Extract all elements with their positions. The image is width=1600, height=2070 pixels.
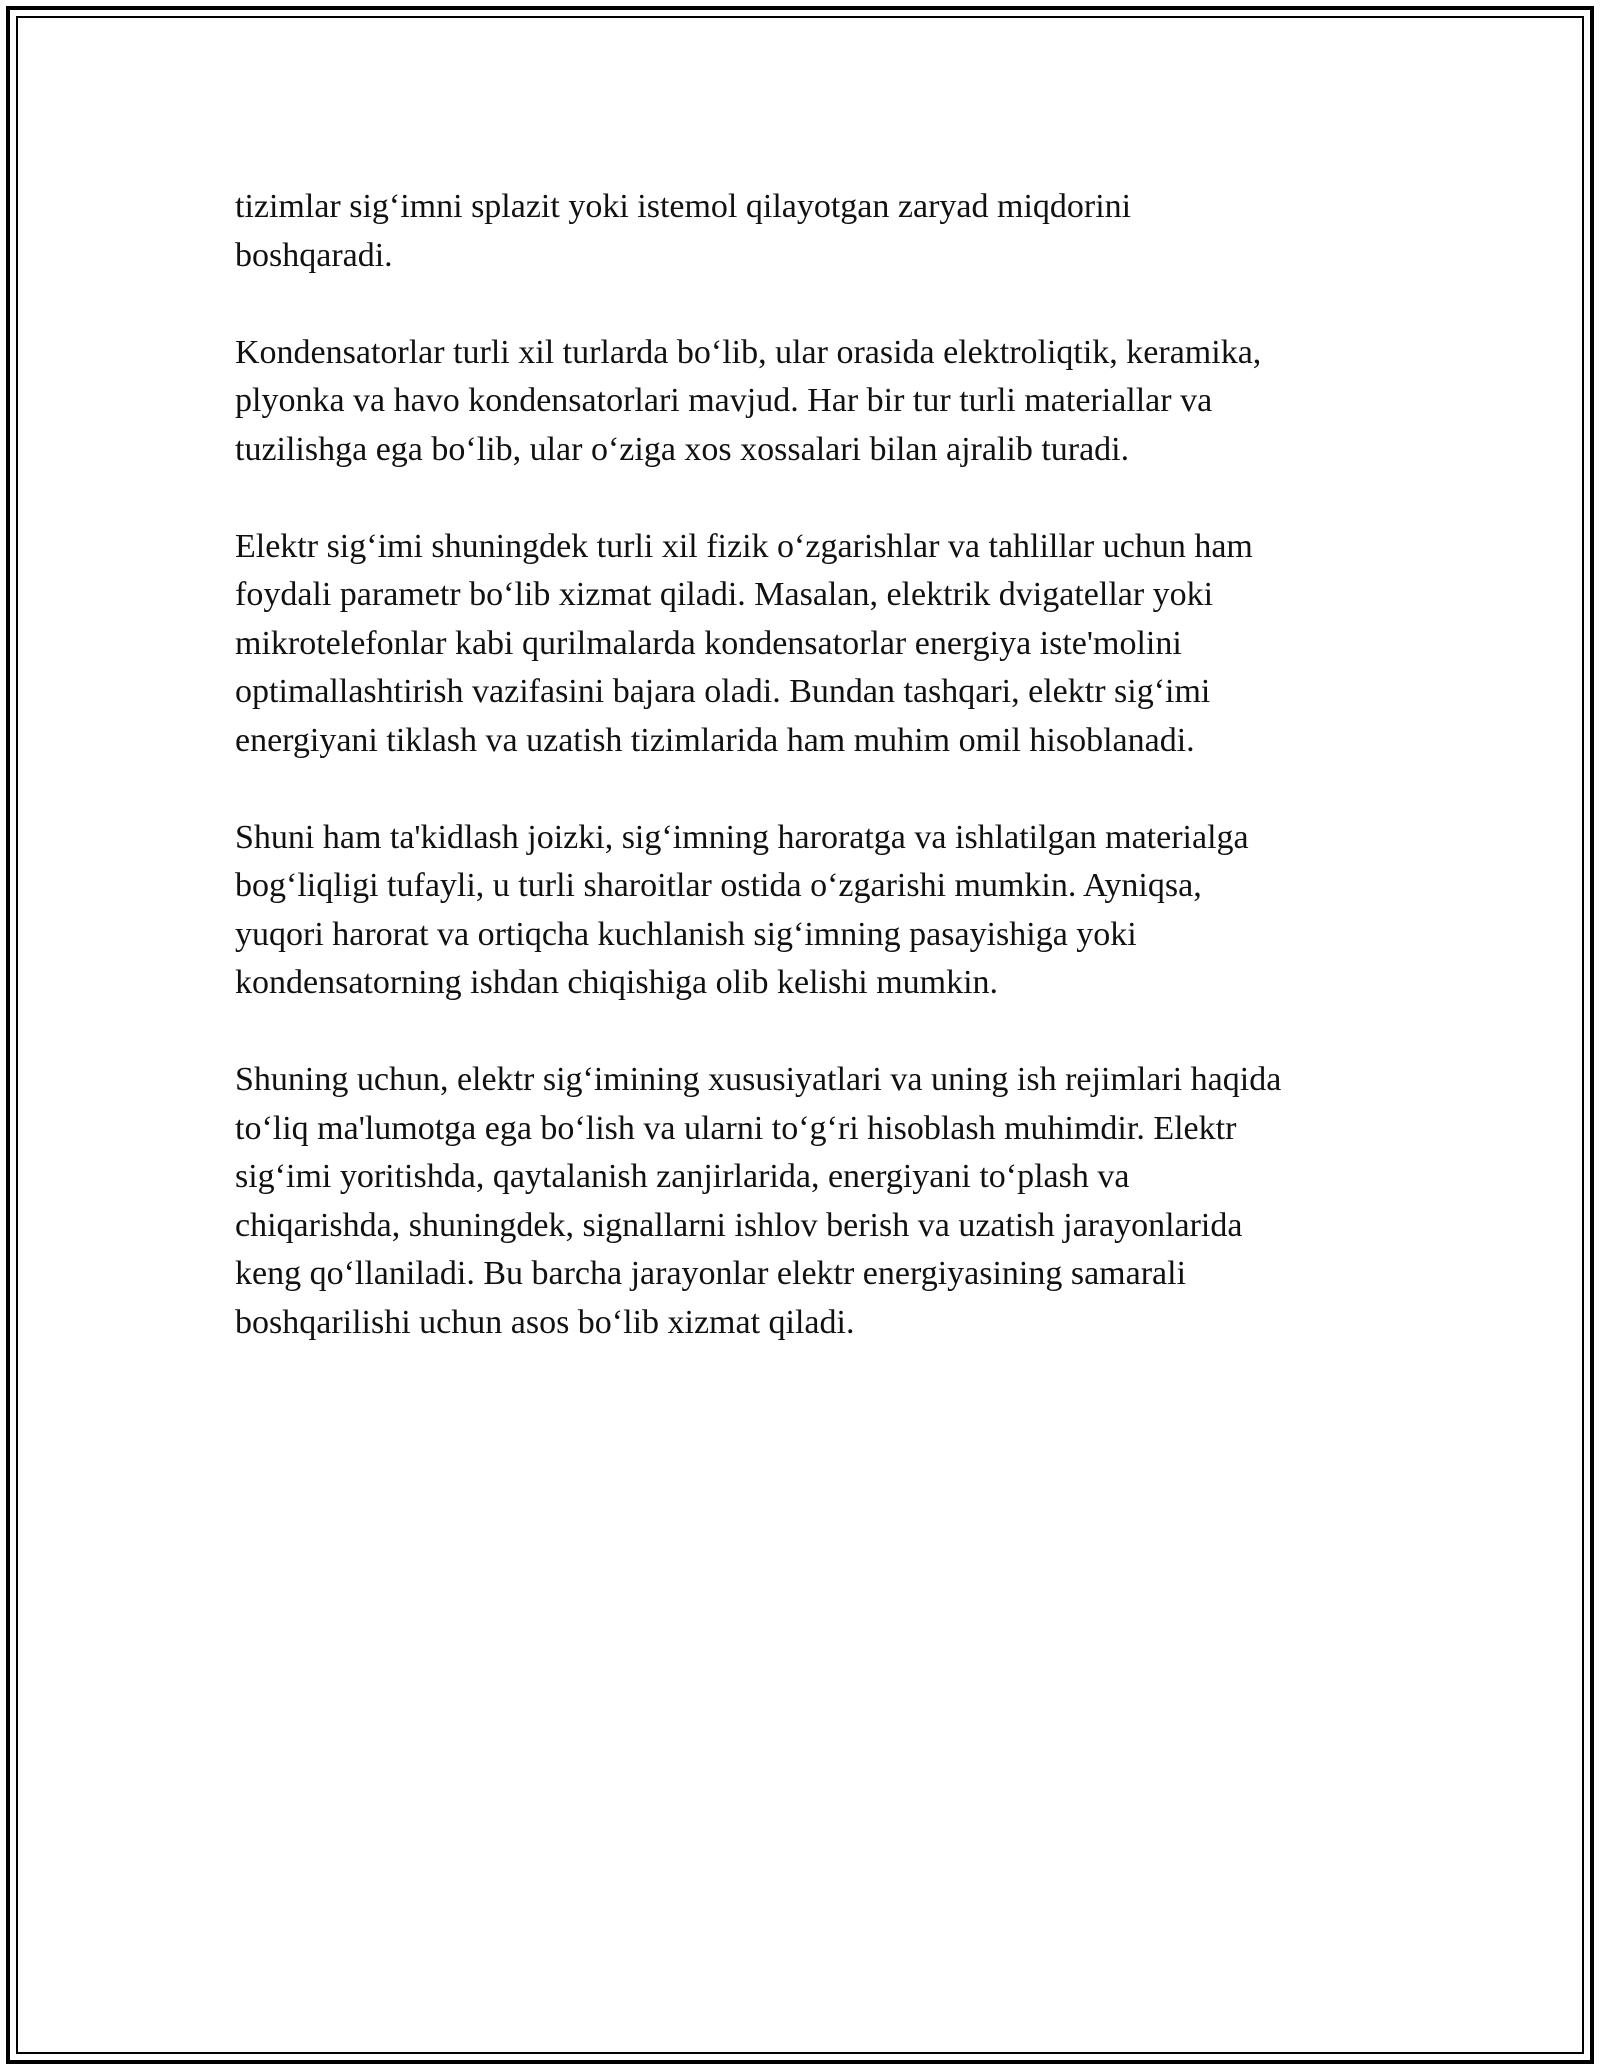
paragraph-3: Elektr sig‘imi shuningdek turli xil fizik o‘zgarishlar va tahlillar uchun ham foydali parametr bo‘lib xizmat qiladi. Masalan, elektrik dvigatellar yoki mikrotelefonlar kabi qurilmalarda kondensatorlar energiya iste'molini optimallashtirish vazifasini bajara oladi. Bundan tashqari, elektr sig‘imi energiyani tiklash va uzatish tizimlarida ham muhim omil hisoblanadi.	[235, 527, 1253, 759]
paragraph-1: tizimlar sig‘imni splazit yoki istemol qilayotgan zaryad miqdorini boshqaradi.	[235, 188, 1132, 274]
paragraph-4: Shuni ham ta'kidlash joizki, sig‘imning haroratga va ishlatilgan materialga bog‘liqligi tufayli, u turli sharoitlar ostida o‘zgarishi mumkin. Ayniqsa, yuqori harorat va ortiqcha kuchlanish sig‘imning pasayishiga yoki kondensatorning ishdan chiqishiga olib kelishi mumkin.	[235, 818, 1249, 1001]
document-body	[235, 183, 1375, 1396]
paragraph-5: Shuning uchun, elektr sig‘imining xususiyatlari va uning ish rejimlari haqida to‘liq ma'lumotga ega bo‘lish va ularni to‘g‘ri hisoblash muhimdir. Elektr sig‘imi yoritishda, qaytalanish zanjirlarida, energiyani to‘plash va chiqarishda, shuningdek, signallarni ishlov berish va uzatish jarayonlarida keng qo‘llaniladi. Bu barcha jarayonlar elektr energiyasining samarali boshqarilishi uchun asos bo‘lib xizmat qiladi.	[235, 1061, 1282, 1341]
paragraph-2: Kondensatorlar turli xil turlarda bo‘lib, ular orasida elektroliqtik, keramika, plyonka va havo kondensatorlari mavjud. Har bir tur turli materiallar va tuzilishga ega bo‘lib, ular o‘ziga xos xossalari bilan ajralib turadi.	[235, 333, 1262, 468]
